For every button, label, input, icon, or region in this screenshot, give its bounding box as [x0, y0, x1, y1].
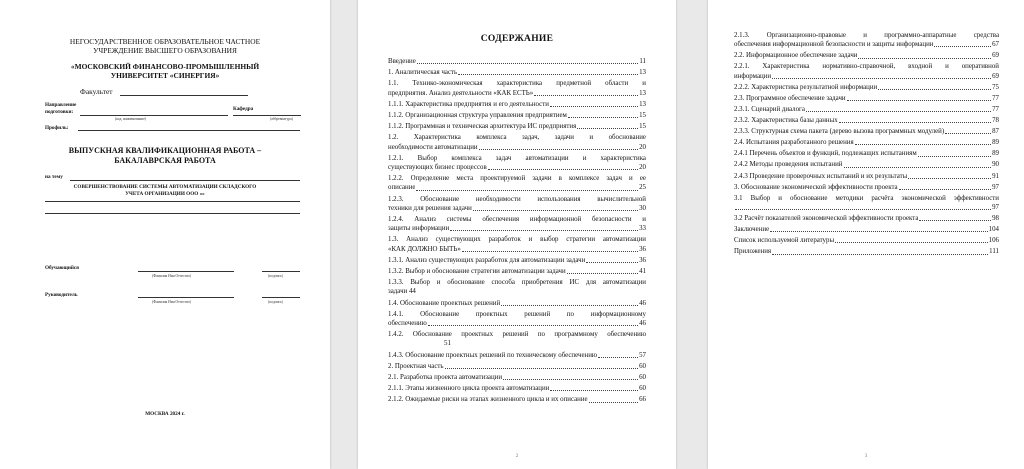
toc-entry-label: 1.3.2. Выбор и обоснование стратегии автоматизации задачи — [388, 268, 566, 275]
toc-entry-text: 1.4.2. Обоснование проектных решений по программному обеспечению — [388, 331, 646, 339]
supervisor-sign-caption: (подпись) — [268, 300, 283, 304]
toc-page-number: 60 — [639, 374, 646, 381]
toc-leader-dots — [568, 117, 638, 118]
toc-entry[interactable] — [388, 267, 646, 276]
toc-leader-dots — [534, 95, 638, 96]
toc-entry-label: 1.4.3. Обоснование проектных решений по техническому обеспечению — [388, 351, 598, 359]
toc-entry-label: Список используемой литературы — [734, 237, 835, 245]
supervisor-fio-caption: (Фамилия Имя Отчество) — [152, 300, 192, 304]
toc-entry[interactable] — [734, 172, 999, 181]
university-line-1: «МОСКОВСКИЙ ФИНАНСОВО-ПРОМЫШЛЕННЫЙ — [70, 62, 260, 71]
toc-leader-dots — [772, 78, 991, 79]
toc-entry-label: существующих бизнес процессов — [388, 164, 487, 171]
toc-page-number: 25 — [639, 184, 646, 192]
department-label: Кафедра — [233, 106, 254, 112]
toc-entry-label: 1.1.2. Программная и техническая архитектура ИС предприятия — [388, 123, 577, 131]
toc-leader-dots — [855, 144, 991, 145]
toc-leader-dots — [772, 254, 988, 255]
toc-page-number: 60 — [639, 385, 646, 393]
student-sign-caption: (подпись) — [268, 274, 283, 278]
toc-entry-label: описание — [388, 184, 416, 192]
toc-entry-text: 1.2.1. Выбор комплекса задач автоматизации и характеристика — [388, 154, 646, 162]
toc-entry[interactable] — [734, 94, 999, 103]
profile-line — [78, 130, 300, 131]
toc-entry[interactable] — [388, 362, 646, 371]
topic-line-mid — [45, 201, 300, 202]
toc-leader-dots — [417, 63, 639, 64]
toc-page-number: 77 — [992, 105, 999, 113]
toc-page-number: 13 — [639, 100, 646, 108]
toc-entry-text: 1.1. Технико-экономическая характеристика предметной области и — [388, 80, 646, 88]
toc-entry[interactable] — [388, 133, 646, 151]
toc-page-number: 89 — [992, 150, 999, 158]
toc-leader-dots — [598, 357, 638, 358]
toc-entry-label: 2.4.1 Перечень объектов и функций, подлежащих испытаниям — [734, 150, 917, 158]
toc-leader-dots — [858, 58, 991, 59]
title-page — [0, 0, 330, 469]
toc-page-number: 67 — [992, 41, 999, 49]
toc-entry-label: 2.2.2. Характеристика результатной информации — [734, 83, 878, 91]
toc-entry-label: обеспечению — [388, 320, 427, 327]
toc-entry[interactable] — [734, 105, 999, 114]
toc-page-number: 66 — [639, 396, 646, 404]
toc-entry-label: 3. Обоснование экономической эффективности проекта — [734, 183, 898, 191]
toc-entry-label: 2.1.2. Ожидаемые риски на этапах жизненного цикла и их описание — [388, 396, 588, 404]
toc-entry-text: 3.1 Выбор и обоснование методики расчёта экономической эффективности — [734, 194, 999, 202]
toc-entry[interactable] — [388, 235, 646, 253]
toc-entry-text: 1.2. Характеристика комплекса задач, задачи и обоснование — [388, 134, 646, 142]
toc-entry[interactable] — [388, 154, 646, 172]
direction-label-1: Направление — [45, 102, 77, 108]
toc-leader-dots — [770, 231, 988, 232]
toc-leader-dots — [445, 368, 639, 369]
department-line — [233, 115, 301, 116]
work-title-1: ВЫПУСКНАЯ КВАЛИФИКАЦИОННАЯ РАБОТА – — [68, 146, 262, 155]
toc-page-number: 90 — [992, 161, 999, 169]
toc-entry[interactable] — [734, 149, 999, 158]
toc-page-number: 13 — [639, 69, 646, 77]
toc-entry[interactable] — [388, 174, 646, 192]
toc-page-number: 33 — [639, 225, 646, 233]
toc-entry[interactable] — [734, 160, 999, 169]
toc-entry[interactable] — [734, 31, 999, 49]
toc-page-number: 13 — [639, 89, 646, 97]
toc-entry-label: обеспечения информационной безопасности и защиты информации — [734, 41, 934, 49]
toc-entry-label: 1.1.2. Организационная структура управления предприятием — [388, 112, 567, 119]
supervisor-sign-line — [262, 297, 300, 298]
toc-page-number: 46 — [639, 320, 646, 327]
toc-page-number: 69 — [992, 72, 999, 80]
toc-entry[interactable] — [388, 79, 646, 97]
toc-entry[interactable] — [388, 100, 646, 109]
toc-entry-text: 1.3. Анализ существующих разработок и выбор стратегии автоматизации — [388, 236, 646, 244]
toc-entry-label: 2.3.3. Структурная схема пакета (дерево вызова программных модулей) — [734, 128, 945, 136]
toc-page-number: 97 — [992, 203, 999, 211]
university-line-2: УНИВЕРСИТЕТ «СИНЕРГИЯ» — [110, 71, 220, 80]
student-label: Обучающийся — [45, 265, 79, 271]
toc-entry-label: 2.1. Разработка проекта автоматизации — [388, 374, 503, 381]
toc-entry[interactable] — [388, 299, 646, 308]
toc-entry-label: 1.3.1. Анализ существующих разработок для автоматизации задачи — [388, 256, 586, 264]
topic-line-2: УЧЕТА ОРГАНИЗАЦИИ ООО «» — [125, 191, 205, 197]
toc-page-number: 97 — [992, 183, 999, 191]
toc-leader-dots — [945, 133, 991, 134]
toc-entry[interactable] — [388, 373, 646, 382]
toc-leader-dots — [586, 262, 638, 263]
toc-entry[interactable] — [734, 138, 999, 147]
direction-label-2: подготовки: — [45, 109, 74, 115]
toc-leader-dots — [847, 100, 992, 101]
topic-line-top — [70, 180, 300, 181]
toc-entry-label: Введение — [388, 58, 416, 65]
toc-entry-label: 2.2. Информационное обеспечение задачи — [734, 52, 858, 60]
toc-leader-dots — [462, 251, 638, 252]
student-fio-caption: (Фамилия Имя Отчество) — [152, 274, 192, 278]
toc-page-number: 91 — [992, 172, 999, 180]
toc-leader-dots — [458, 74, 638, 75]
toc-leader-dots — [567, 273, 638, 274]
toc-entry[interactable] — [734, 127, 999, 136]
toc-leader-dots — [550, 390, 638, 391]
toc-leader-dots — [918, 156, 991, 157]
toc-entry-text: 1.2.2. Определение места проектируемой задачи в комплексе задач и ее — [388, 175, 646, 183]
toc-page — [358, 0, 676, 469]
org-line-1: НЕГОСУДАРСТВЕННОЕ ОБРАЗОВАТЕЛЬНОЕ ЧАСТНОЕ — [69, 37, 261, 46]
topic-line-bottom — [45, 213, 300, 214]
toc-page-number: 57 — [639, 351, 646, 359]
toc-page-number: 106 — [988, 237, 999, 245]
toc-page-number: 20 — [639, 164, 646, 171]
toc-page-number: 36 — [639, 256, 646, 264]
toc-entry[interactable] — [388, 310, 646, 328]
toc-entry-label: 51 — [444, 340, 451, 348]
toc-leader-dots — [473, 210, 638, 211]
toc-leader-dots — [416, 190, 638, 191]
abbr-caption: (аббревиатура) — [270, 117, 293, 121]
toc-leader-dots — [806, 111, 991, 112]
toc-leader-dots — [919, 220, 991, 221]
org-line-2: УЧРЕЖДЕНИЕ ВЫСШЕГО ОБРАЗОВАНИЯ — [93, 46, 237, 55]
toc-page-number: 15 — [639, 123, 646, 131]
toc-entry[interactable] — [734, 51, 999, 60]
toc-leader-dots — [577, 128, 638, 129]
toc-page-number: 69 — [992, 52, 999, 60]
toc-leader-dots — [428, 325, 638, 326]
toc-page-number: 20 — [639, 143, 646, 151]
toc-page-number: 11 — [639, 58, 646, 65]
toc-entry-label: защиты информации — [388, 225, 450, 233]
code-caption: (код, наименование) — [115, 117, 146, 121]
toc-entry[interactable] — [388, 57, 646, 66]
toc-leader-dots — [735, 209, 991, 210]
toc-page-number: 104 — [988, 226, 999, 234]
page-number: 3 — [864, 454, 868, 459]
toc-page-number: 89 — [992, 139, 999, 147]
toc-leader-dots — [835, 242, 988, 243]
toc-entry[interactable] — [388, 215, 646, 233]
toc-entry-label: информации — [734, 72, 772, 80]
toc-leader-dots — [589, 402, 638, 403]
toc-leader-dots — [839, 122, 991, 123]
toc-leader-dots — [844, 167, 992, 168]
toc-entry-label: 2.4.3 Проведение проверочных испытаний и их результаты — [734, 172, 908, 180]
toc-page-number: 36 — [639, 245, 646, 253]
toc-entry-label: техники для решения задачи — [388, 204, 472, 212]
toc-entry-label: 2.1.1. Этапы жизненного цикла проекта автоматизации — [388, 385, 550, 393]
city-year: МОСКВА 2024 г. — [145, 411, 185, 417]
toc-entry-label: Приложения — [734, 248, 772, 256]
page-number: 2 — [515, 454, 519, 459]
toc-page-number: 75 — [992, 83, 999, 91]
toc-entry[interactable] — [734, 62, 999, 80]
toc-entry[interactable] — [388, 195, 646, 213]
toc-entry[interactable] — [734, 183, 999, 192]
toc-page-number: 77 — [992, 94, 999, 102]
toc-entry-label: 1. Аналитическая часть — [388, 69, 458, 77]
toc-entry-label: 2.3.2. Характеристика базы данных — [734, 117, 838, 124]
student-fio-line — [138, 271, 234, 272]
toc-entry-label: 2.3.1. Сценарий диалога — [734, 105, 805, 113]
toc-entry-label: 2. Проектная часть — [388, 362, 444, 370]
toc-entry[interactable] — [388, 395, 646, 404]
toc-leader-dots — [450, 230, 638, 231]
toc-page-number: 87 — [992, 128, 999, 136]
faculty-line — [120, 95, 248, 96]
profile-label: Профиль: — [45, 125, 69, 131]
toc-continued-page — [708, 0, 1024, 469]
toc-entry[interactable] — [734, 116, 999, 125]
toc-page-number: 30 — [639, 204, 646, 212]
toc-entry-text: 2.1.3. Организационно-правовые и программно-аппаратные средства — [734, 32, 999, 39]
toc-entry[interactable] — [388, 68, 646, 77]
faculty-label: Факультет — [80, 87, 113, 96]
toc-entry[interactable] — [734, 83, 999, 92]
toc-entry[interactable] — [734, 236, 999, 245]
toc-page-number: 46 — [639, 299, 646, 307]
toc-page-number: 41 — [639, 268, 646, 275]
toc-entry[interactable] — [388, 278, 646, 296]
student-sign-line — [262, 271, 300, 272]
toc-entry-label: 2.4.2 Методы проведения испытаний — [734, 161, 843, 169]
supervisor-label: Руководитель — [45, 292, 78, 298]
toc-entry-label: необходимости автоматизации — [388, 143, 478, 151]
toc-entry-label: 2.3. Программное обеспечение задачи — [734, 94, 846, 102]
toc-page-number: 98 — [992, 215, 999, 222]
toc-entry-label: 2.4. Испытания разработанного решения — [734, 139, 854, 147]
toc-entry-label: предприятия. Анализ деятельности «КАК ЕСТЬ» — [388, 89, 534, 97]
toc-leader-dots — [899, 189, 992, 190]
toc-entry-text: 1.4.1. Обоснование проектных решений по информационному — [388, 310, 646, 318]
toc-entry[interactable] — [388, 256, 646, 265]
direction-line — [80, 115, 228, 116]
toc-title: СОДЕРЖАНИЕ — [480, 34, 554, 44]
toc-entry[interactable] — [388, 384, 646, 393]
toc-entry-label: «КАК ДОЛЖНО БЫТЬ» — [388, 245, 461, 253]
toc-entry[interactable] — [734, 194, 999, 212]
toc-entry-text: 2.2.1. Характеристика нормативно-справочной, входной и оперативной — [734, 63, 999, 71]
toc-leader-dots — [878, 89, 991, 90]
toc-entry-label: Заключение — [734, 226, 770, 234]
toc-entry-text: 1.3.3. Выбор и обоснование способа приобретения ИС для автоматизации — [388, 279, 646, 287]
toc-leader-dots — [503, 379, 638, 380]
toc-leader-dots — [908, 178, 991, 179]
toc-entry-label: 1.1.1. Характеристика предприятия и его деятельности — [388, 100, 549, 108]
toc-page-number: 60 — [639, 362, 646, 370]
toc-page-number: 111 — [989, 248, 999, 256]
toc-leader-dots — [488, 169, 638, 170]
toc-entry[interactable] — [734, 247, 999, 256]
toc-leader-dots — [550, 106, 638, 107]
toc-leader-dots — [934, 46, 991, 47]
toc-entry-label: 1.4. Обоснование проектных решений — [388, 299, 501, 307]
toc-page-number: 15 — [639, 112, 646, 119]
topic-label: на тему — [45, 174, 63, 180]
topic-line-1: СОВЕРШЕНСТВОВАНИЕ СИСТЕМЫ АВТОМАТИЗАЦИИ СКЛАДСКОГО — [73, 184, 257, 190]
toc-entry-text: 1.2.4. Анализ системы обеспечения информационной безопасности и — [388, 216, 646, 223]
toc-page-number: 78 — [992, 117, 999, 124]
supervisor-fio-line — [138, 297, 234, 298]
toc-leader-dots — [479, 149, 638, 150]
toc-entry-label: задачи 44 — [388, 288, 416, 296]
toc-entry[interactable] — [388, 330, 646, 348]
toc-entry-label: 3.2 Расчёт показателей экономической эффективности проекта — [734, 215, 919, 222]
toc-leader-dots — [501, 305, 638, 306]
toc-entry[interactable] — [388, 122, 646, 131]
toc-entry-text: 1.2.3. Обоснование необходимости использования вычислительной — [388, 195, 646, 203]
toc-entry[interactable] — [734, 225, 999, 234]
toc-entry[interactable] — [388, 111, 646, 120]
toc-entry[interactable] — [734, 214, 999, 223]
toc-entry[interactable] — [388, 351, 646, 360]
work-title-2: БАКАЛАВРСКАЯ РАБОТА — [114, 156, 216, 165]
